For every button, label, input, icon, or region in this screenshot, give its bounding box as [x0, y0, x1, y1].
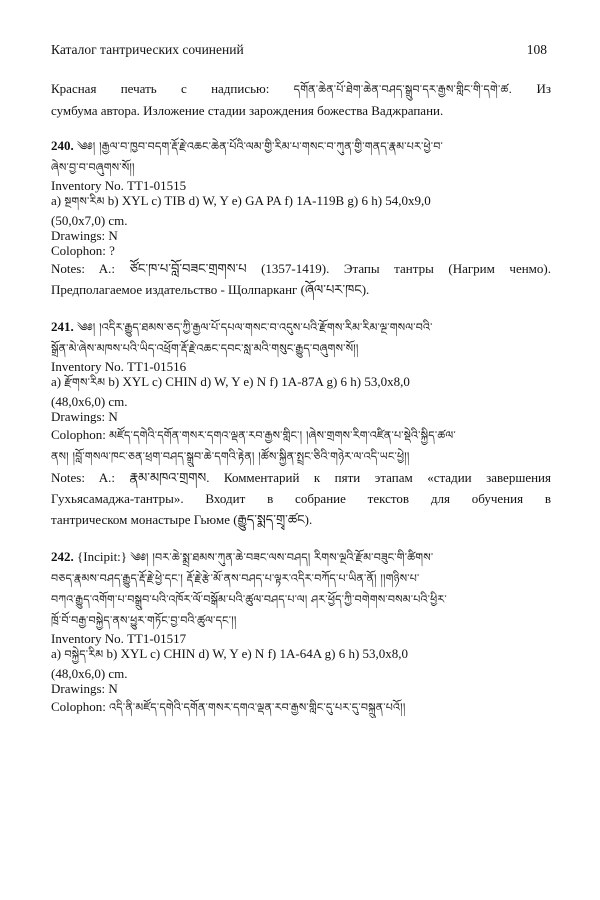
seal-prefix: Красная печать с надписью: [51, 81, 270, 96]
notes-line-1: Notes: A.: རྣམ་མཁའ་གྲགས. Комментарий к пяти этапам «стадии завершения [51, 470, 551, 485]
notes-line-3: тантрическом монастыре Гьюме (རྒྱུད་སྨད་གྲྭ་ཚང). [51, 512, 313, 527]
incipit-text-4: ཁྲོ་བོ་བརྒྱ་བསྐྱེད་ནས་ཕྱུར་གཏོང་བྱ་བའི་ཚུལ་དང་།། [51, 614, 237, 627]
inventory-number: Inventory No. TT1-01516 [51, 359, 187, 374]
entry-number: 240. [51, 138, 74, 153]
incipit-label: {Incipit:} [77, 549, 128, 564]
entry-title-line [51, 316, 551, 338]
header-title: Каталог тантрических сочинений [51, 42, 244, 57]
entry-title-tibetan: ༄༅། །རྒྱལ་བ་ཁྱབ་བདག་རྡོ་རྗེ་འཆང་ཆེན་པོའི་ལམ་གྱི་རིམ་པ་གསང་བ་ཀུན་གྱི་གནད་རྣམ་པར་ཕྱེ་བ་ [77, 140, 444, 153]
colophon [51, 696, 551, 718]
intro-line-2: сумбума автора. Изложение стадии зарождения божества Ваджрапани. [51, 103, 444, 118]
fields-line: a) རྫོགས་རིམ b) XYL c) CHIN d) W, Y e) N f) 1A-87A g) 6 h) 53,0x8,0 [51, 374, 410, 389]
entry-title-tibetan: ༄༅། །འདིར་རྒྱུད་ཐམས་ཅད་ཀྱི་རྒྱལ་པོ་དཔལ་གསང་བ་འདུས་པའི་རྫོགས་རིམ་རིམ་ལྔ་གསལ་བའི་ [77, 321, 433, 334]
running-header [51, 40, 551, 60]
inventory-number: Inventory No. TT1-01517 [51, 631, 187, 646]
notes-line-1: Notes: A.: ཙོང་ཁ་པ་བློ་བཟང་གྲགས་པ (1357-1419). Этапы тантры (Нагрим ченмо). [51, 261, 551, 276]
dimensions: (50,0x7,0) cm. [51, 213, 128, 228]
fields-line: a) བསྐྱེད་རིམ b) XYL c) CHIN d) W, Y e) N f) 1A-64A g) 6 h) 53,0x8,0 [51, 646, 409, 661]
entry-number: 242. [51, 549, 74, 564]
field-a-tibetan: རྫོགས་རིམ [64, 376, 106, 389]
inventory-number: Inventory No. TT1-01515 [51, 178, 187, 193]
colophon-label: Colophon: [51, 699, 106, 714]
fields-rest: b) XYL c) CHIN d) W, Y e) N f) 1A-87A g) 6 h) 53,0x8,0 [108, 374, 410, 389]
colophon-tibetan: འདི་ནི་མཛོད་དགེའི་དགོན་གསར་དགའ་ལྡན་རབ་རྒྱས་གླིང་དུ་པར་དུ་བསྐྲུན་པའོ།། [109, 701, 406, 714]
catalog-page [51, 40, 551, 718]
fields-line: a) སྔགས་རིམ b) XYL c) TIB d) W, Y e) GA PA f) 1A-119B g) 6 h) 54,0x9,0 [51, 193, 431, 208]
colophon-text: ? [109, 243, 115, 258]
colophon-label: Colophon: [51, 427, 106, 442]
drawings: Drawings: N [51, 228, 118, 243]
seal-suffix: Из [536, 81, 552, 96]
entry-title-line [51, 135, 551, 157]
page-number: 108 [526, 42, 547, 57]
catalog-entry-242 [51, 546, 551, 718]
fields-rest: b) XYL c) TIB d) W, Y e) GA PA f) 1A-119B g) 6 h) 54,0x9,0 [107, 193, 431, 208]
notes [51, 258, 551, 300]
seal-tibetan: དགོན་ཆེན་པོ་ཐེག་ཆེན་བཤད་སྒྲུབ་དར་རྒྱས་གླིང་གི་དགེ་ཚ. [293, 83, 513, 96]
fields-rest: b) XYL c) CHIN d) W, Y e) N f) 1A-64A g) 6 h) 53,0x8,0 [106, 646, 409, 661]
colophon-label: Colophon: [51, 243, 106, 258]
field-a-tibetan: བསྐྱེད་རིམ [64, 648, 104, 661]
catalog-entry-241 [51, 316, 551, 530]
dimensions: (48,0x6,0) cm. [51, 394, 128, 409]
drawings: Drawings: N [51, 409, 118, 424]
entry-incipit-line [51, 546, 551, 568]
incipit-text-3: བཀའ་རྒྱུད་འགོག་པ་བསྒྲུབ་པའི་འཁོར་ལོ་བསྒོམ་པའི་ཚུལ་བཤད་པ་ལ། ཤར་ཕྱོད་ཀྱི་བགེགས་བསམ་པའི་ཕྱིར་ [51, 593, 447, 606]
dimensions: (48,0x6,0) cm. [51, 666, 128, 681]
drawings: Drawings: N [51, 681, 118, 696]
field-a-tibetan: སྔགས་རིམ [64, 195, 105, 208]
incipit-text-2: བཅད་རྣམས་བཤད་རྒྱུད་རྡོ་རྗེ་ཕྱེ་དང་། རྡོ་རྗེ་རྩེ་མོ་ནས་བཤད་པ་ལྟར་འདིར་བཀོད་པ་ཡིན་ནོ། །།གཉིས་པ་ [51, 572, 420, 585]
notes-line-2: Гухьясамаджа-тантры». Входит в собрание текстов для обучения в [51, 491, 551, 506]
incipit-text-1: ༄༅། །བར་ཆེ་སྨྲ་ཐམས་ཀུན་ཆེ་བཟང་ལས་བཤད། རིགས་ལྔའི་རྫོམ་བཟུང་གི་ཚིགས་ [130, 551, 434, 564]
notes [51, 467, 551, 530]
entry-number: 241. [51, 319, 74, 334]
entry-title-tibetan-cont: སྒྲོན་མེ་ཞེས་མཁས་པའི་ཡིད་འཕྲོག་རྡོ་རྗེ་འཆང་དབང་སླ་མའི་གསུང་རྒྱུད་བཞུགས་སོ།། [51, 342, 359, 355]
colophon-tibetan-2: ནས། །བློ་གསལ་ཁང་ཅན་ཕྲག་བཤད་སྒྲུབ་ཆེ་དགའི་རྟེན། །ཚོས་སྐྱིན་སྤྲང་ཅིའི་གཉེར་ལ་འདི་ཡང་ཕྱེ།། [51, 450, 410, 463]
notes-line-2: Предполагаемое издательство - Щолпарканг (ཞོལ་པར་ཁང). [51, 282, 370, 297]
colophon-tibetan-1: མཛོད་དགེའི་དགོན་གསར་དགའ་ལྡན་རབ་རྒྱས་གླིང་། །ཞེས་གྲགས་རིག་འཛིན་པ་སྡེའི་སྐྱིད་ཚལ་ [109, 429, 456, 442]
catalog-entry-240 [51, 135, 551, 300]
previous-entry-tail [51, 78, 551, 121]
entry-title-tibetan-cont: ཞེས་བྱ་བ་བཞུགས་སོ།། [51, 161, 135, 174]
intro-line-1 [51, 78, 551, 100]
colophon [51, 424, 551, 446]
colophon [51, 243, 551, 258]
